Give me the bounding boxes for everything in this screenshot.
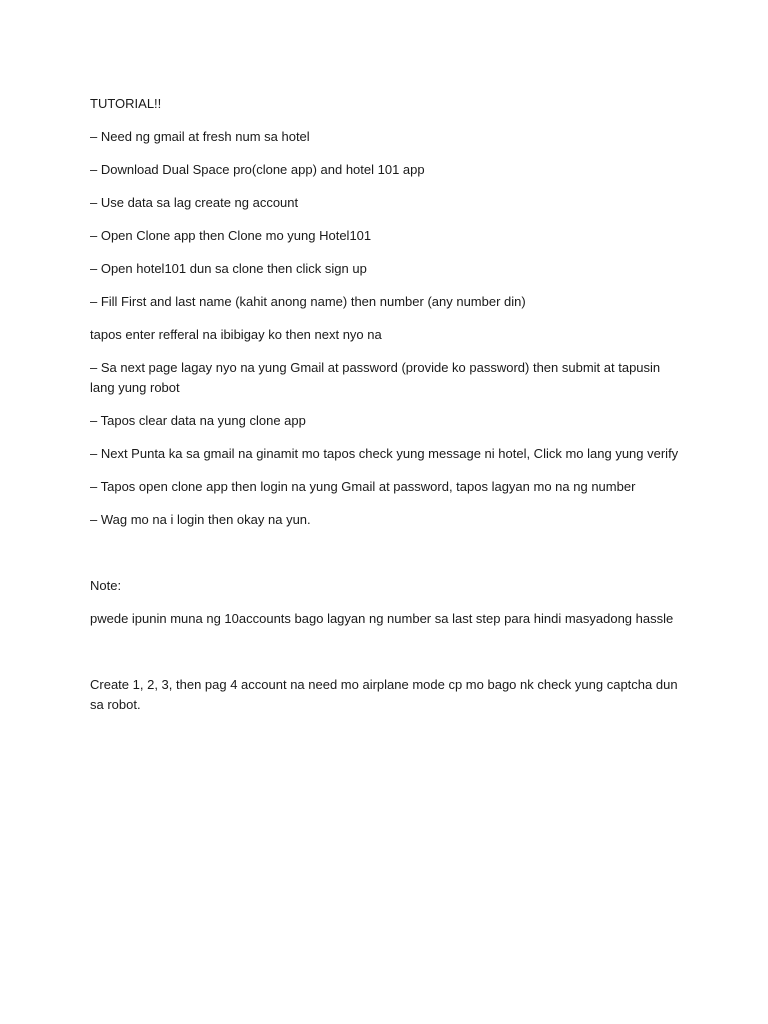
tutorial-step: – Use data sa lag create ng account (90, 195, 299, 210)
tutorial-step: – Download Dual Space pro(clone app) and hotel 101 app (90, 162, 425, 177)
document-body (90, 94, 680, 728)
tutorial-step: – Sa next page lagay nyo na yung Gmail at password (provide ko password) then submit at tapusin lang yung robot (90, 360, 661, 395)
final-instruction: Create 1, 2, 3, then pag 4 account na need mo airplane mode cp mo bago nk check yung captcha dun sa robot. (90, 677, 678, 712)
document-title: TUTORIAL!! (90, 96, 162, 111)
tutorial-step: – Tapos open clone app then login na yung Gmail at password, tapos lagyan mo na ng number (90, 479, 636, 494)
tutorial-step: – Open hotel101 dun sa clone then click sign up (90, 261, 367, 276)
note-text: pwede ipunin muna ng 10accounts bago lagyan ng number sa last step para hindi masyadong hassle (90, 611, 674, 626)
tutorial-step: – Open Clone app then Clone mo yung Hotel101 (90, 228, 372, 243)
tutorial-step: – Tapos clear data na yung clone app (90, 413, 306, 428)
tutorial-step: – Next Punta ka sa gmail na ginamit mo tapos check yung message ni hotel, Click mo lang yung verify (90, 446, 679, 461)
note-heading: Note: (90, 578, 122, 593)
tutorial-step: – Need ng gmail at fresh num sa hotel (90, 129, 310, 144)
tutorial-step: – Fill First and last name (kahit anong name) then number (any number din) (90, 294, 526, 309)
tutorial-step: tapos enter refferal na ibibigay ko then next nyo na (90, 327, 382, 342)
tutorial-step: – Wag mo na i login then okay na yun. (90, 512, 311, 527)
